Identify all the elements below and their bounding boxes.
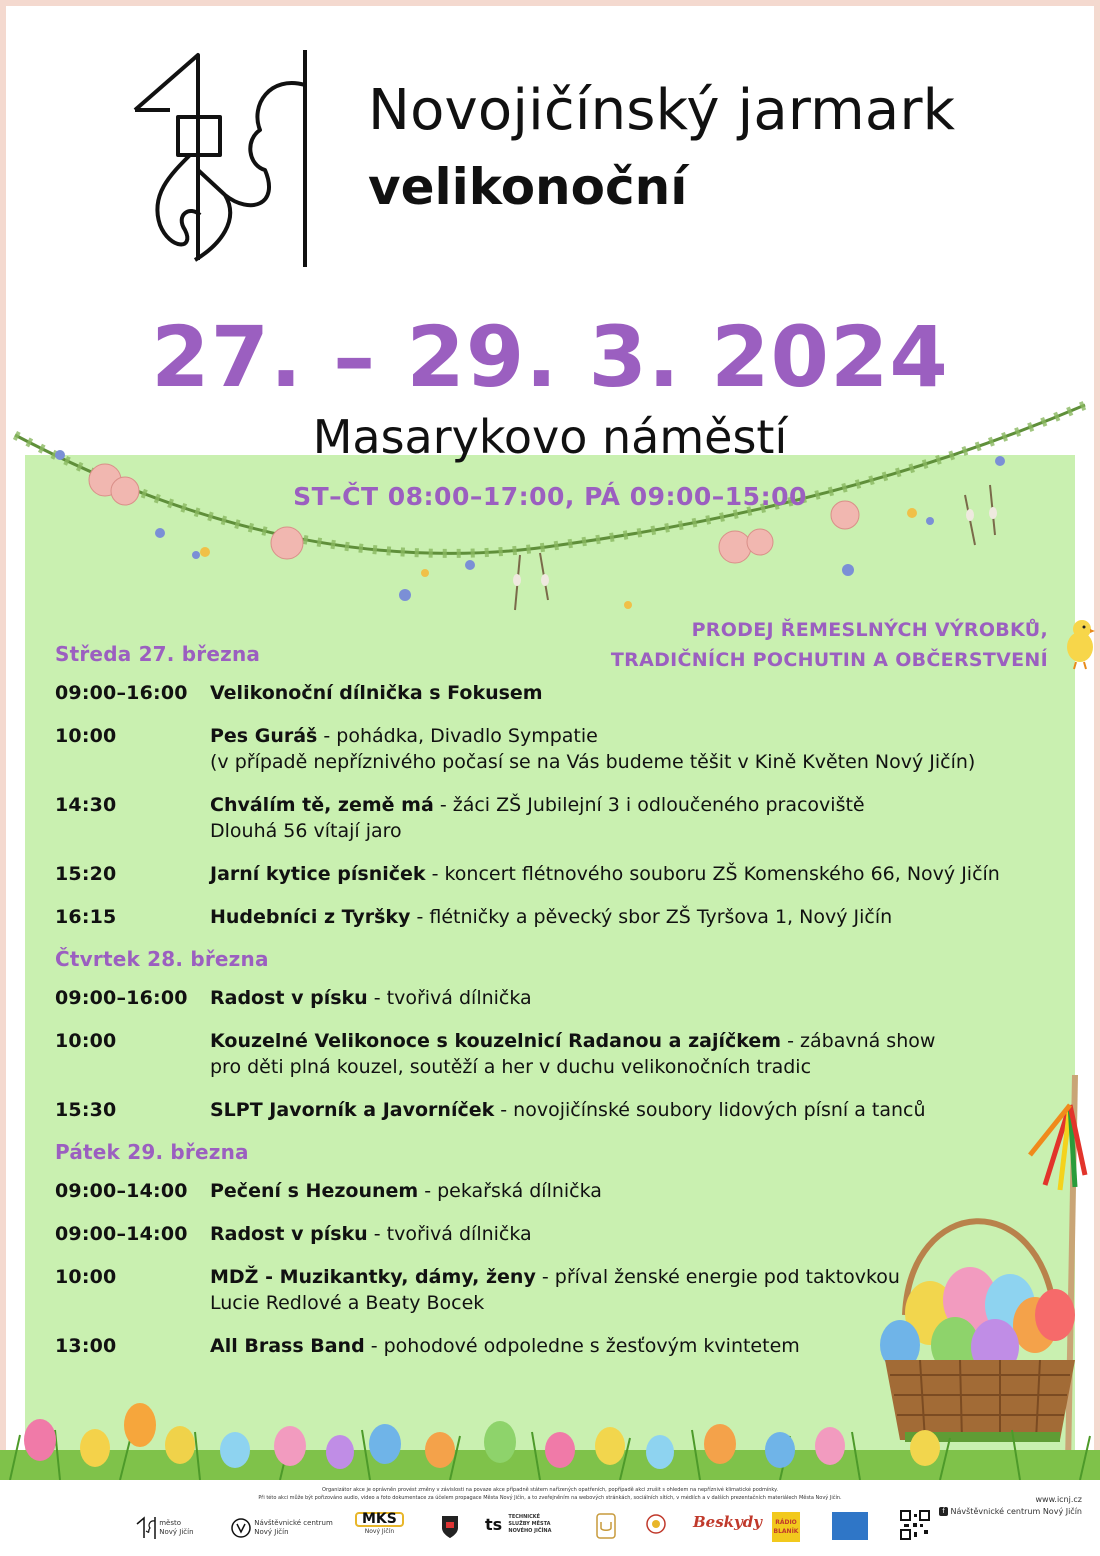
row-time: 09:00–16:00	[55, 987, 188, 1009]
row-desc: - tvořivá dílnička	[367, 987, 532, 1009]
event-place: Masarykovo náměstí	[312, 410, 788, 464]
event-date: 27. – 29. 3. 2024	[151, 308, 949, 406]
logo-mks-mark: MKS	[355, 1512, 404, 1527]
program-row	[55, 904, 1075, 930]
row-time: 09:00–16:00	[55, 682, 188, 704]
city-logo-small-icon	[135, 1516, 157, 1540]
row-name: Hudebníci z Tyršky	[210, 906, 411, 928]
row-name: Chválím tě, země má	[210, 794, 434, 816]
logo-mesto	[135, 1516, 194, 1540]
day-heading: Pátek 29. března	[55, 1140, 249, 1164]
crest-icon	[645, 1512, 667, 1540]
row-name: Radost v písku	[210, 987, 368, 1009]
logo-mesto-line1: město	[159, 1519, 182, 1527]
row-name: MDŽ - Muzikantky, dámy, ženy	[210, 1266, 536, 1288]
row-desc: - žáci ZŠ Jubilejní 3 i odloučeného pracoviště	[433, 794, 865, 816]
qr-code-icon[interactable]	[900, 1510, 930, 1540]
row-time: 10:00	[55, 725, 117, 747]
facebook-text: Návštěvnické centrum Nový Jičín	[950, 1507, 1082, 1516]
logo-nc-line1: Návštěvnické centrum	[254, 1519, 333, 1527]
row-time: 16:15	[55, 906, 117, 928]
poster-frame-left	[0, 0, 6, 1480]
row-desc: - zábavná show	[781, 1030, 936, 1052]
program-row	[55, 792, 1075, 844]
logo-mestska-policie	[440, 1514, 460, 1543]
billboard-logo-icon	[832, 1512, 868, 1540]
footer-contacts	[939, 1494, 1082, 1518]
city-logo-icon	[130, 45, 315, 270]
poster-frame-top	[0, 0, 1100, 6]
row-name: SLPT Javorník a Javorníček	[210, 1099, 495, 1121]
row-time: 13:00	[55, 1335, 117, 1357]
row-desc: - pekařská dílnička	[418, 1180, 602, 1202]
row-desc-cont: (v případě nepříznivého počasí se na Vás budeme těšit v Kině Květen Nový Jičín)	[210, 751, 976, 773]
title-line-2: velikonoční	[368, 158, 688, 216]
logo-radio-blanik	[772, 1512, 800, 1542]
logo-tsnj-line3: NOVÉHO JIČÍNA	[508, 1528, 552, 1534]
row-name: All Brass Band	[210, 1335, 365, 1357]
sale-line-1: PRODEJ ŘEMESLNÝCH VÝROBKŮ,	[691, 619, 1048, 641]
row-desc: - novojičínské soubory lidových písní a tanců	[494, 1099, 926, 1121]
logo-tsnj: ts TECHNICKÉ SLUŽBY MĚSTA NOVÉHO JIČÍNA	[485, 1514, 552, 1534]
row-name: Radost v písku	[210, 1223, 368, 1245]
logo-beskydy-text: Beskydy	[693, 1513, 762, 1531]
easter-eggs-decoration	[0, 1380, 1100, 1485]
day-heading: Středa 27. března	[55, 642, 261, 666]
logo-mks-sub: Nový Jičín	[364, 1528, 395, 1535]
row-desc: - koncert flétnového souboru ZŠ Komenského 66, Nový Jičín	[425, 863, 1000, 885]
row-name: Pečení s Hezounem	[210, 1180, 419, 1202]
logo-radio-line2: BLANÍK	[773, 1528, 799, 1535]
row-desc: - flétničky a pěvecký sbor ZŠ Tyršova 1, Nový Jičín	[410, 906, 893, 928]
usi-emblem-icon	[595, 1512, 617, 1540]
row-name: Jarní kytice písniček	[210, 863, 426, 885]
row-desc: - pohodové odpoledne s žesťovým kvintetem	[364, 1335, 800, 1357]
footer	[0, 1480, 1100, 1556]
qr-code[interactable]	[900, 1510, 930, 1543]
logo-tsnj-line2: SLUŽBY MĚSTA	[508, 1521, 551, 1527]
logo-crest	[645, 1512, 667, 1543]
event-hours: ST–ČT 08:00–17:00, PÁ 09:00–15:00	[293, 482, 807, 511]
logo-tsnj-line1: TECHNICKÉ	[508, 1514, 541, 1520]
program-row	[55, 985, 1075, 1011]
visitor-centre-icon	[230, 1516, 252, 1540]
logo-mesto-line2: Nový Jičín	[159, 1528, 194, 1536]
row-name: Pes Guráš	[210, 725, 318, 747]
row-time: 15:30	[55, 1099, 117, 1121]
day-heading: Čtvrtek 28. března	[55, 947, 269, 971]
facebook-icon: f	[939, 1507, 948, 1516]
row-desc-cont: Dlouhá 56 vítají jaro	[210, 820, 402, 842]
website-link[interactable]: www.icnj.cz	[1035, 1495, 1082, 1504]
title-line-1: Novojičínský jarmark	[368, 78, 956, 143]
sale-line-2: TRADIČNÍCH POCHUTIN A OBČERSTVENÍ	[610, 649, 1048, 671]
row-time: 15:20	[55, 863, 117, 885]
row-time: 14:30	[55, 794, 117, 816]
row-desc: - příval ženské energie pod taktovkou	[535, 1266, 900, 1288]
row-time: 10:00	[55, 1030, 117, 1052]
row-time: 10:00	[55, 1266, 117, 1288]
logo-radio-line1: RÁDIO	[775, 1519, 797, 1526]
row-desc: - pohádka, Divadlo Sympatie	[317, 725, 598, 747]
row-name: Kouzelné Velikonoce s kouzelnicí Radanou a zajíčkem	[210, 1030, 782, 1052]
program-row	[55, 723, 1075, 775]
day-block	[55, 642, 1075, 930]
logo-usi	[595, 1512, 617, 1543]
program-row	[55, 680, 1075, 706]
facebook-link[interactable]	[939, 1506, 1082, 1518]
row-desc: - tvořivá dílnička	[367, 1223, 532, 1245]
police-shield-icon	[440, 1514, 460, 1540]
row-time: 09:00–14:00	[55, 1180, 188, 1202]
row-name: Velikonoční dílnička s Fokusem	[210, 682, 543, 704]
row-desc-cont: Lucie Redlové a Beaty Bocek	[210, 1292, 485, 1314]
logo-navstevnicke-centrum	[230, 1516, 333, 1540]
logo-beskydy	[693, 1513, 762, 1531]
logo-mks	[355, 1512, 404, 1536]
disclaimer-line-1: Organizátor akce je oprávněn provést změny v závislosti na povaze akce případně státem nařízených opatřeních, popřípadě akci zrušit s ohledem na nepříznivé klimatické podmínky.	[322, 1487, 778, 1493]
logo-nc-line2: Nový Jičín	[254, 1528, 289, 1536]
disclaimer-line-2: Při této akci může být pořizováno audio, video a foto dokumentace za účelem propagace Města Nový Jičín, a to zveřejněním na webových stránkách, sociálních sítích, v médiích a v dalších prezentačních materiálech Města Nový Jičín.	[258, 1495, 842, 1501]
program-row	[55, 861, 1075, 887]
footer-disclaimer	[0, 1486, 1100, 1502]
logo-billboard	[832, 1512, 868, 1540]
row-time: 09:00–14:00	[55, 1223, 188, 1245]
row-desc-cont: pro děti plná kouzel, soutěží a her v duchu velikonočních tradic	[210, 1056, 812, 1078]
program-row	[55, 1028, 1075, 1080]
